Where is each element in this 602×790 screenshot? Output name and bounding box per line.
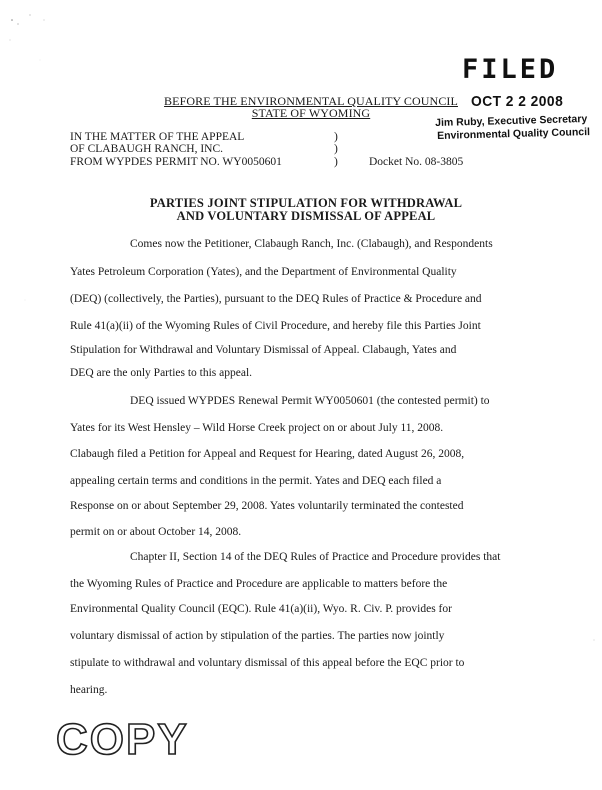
body-line: Response on or about September 29, 2008. Yates voluntarily terminated the contested (70, 500, 464, 512)
document-title-line2: AND VOLUNTARY DISMISSAL OF APPEAL (176, 209, 436, 223)
body-line: Stipulation for Withdrawal and Voluntary Dismissal of Appeal. Clabaugh, Yates and (70, 344, 457, 356)
caption-paren: ) (334, 156, 338, 168)
filed-date: OCT 2 2 2008 (471, 93, 564, 110)
body-line: DEQ are the only Parties to this appeal. (70, 367, 253, 379)
body-line: permit on or about October 14, 2008. (70, 526, 242, 538)
filed-secretary-name: Jim Ruby, Executive Secretary (435, 113, 588, 129)
body-line: Yates for its West Hensley – Wild Horse Creek project on or about July 11, 2008. (70, 422, 444, 434)
court-heading-line1: BEFORE THE ENVIRONMENTAL QUALITY COUNCIL (164, 94, 458, 108)
body-line: Rule 41(a)(ii) of the Wyoming Rules of Civil Procedure, and hereby file this Parties Joint (70, 320, 481, 332)
body-line: voluntary dismissal of action by stipulation of the parties. The parties now jointly (70, 630, 445, 642)
body-line: appealing certain terms and conditions in the permit. Yates and DEQ each filed a (70, 475, 442, 487)
body-line: DEQ issued WYPDES Renewal Permit WY0050601 (the contested permit) to (130, 395, 490, 407)
body-line: (DEQ) (collectively, the Parties), pursuant to the DEQ Rules of Practice & Procedure and (70, 293, 482, 305)
docket-number: Docket No. 08-3805 (369, 156, 464, 168)
document-title-line1: PARTIES JOINT STIPULATION FOR WITHDRAWAL (149, 196, 463, 210)
court-heading-line2: STATE OF WYOMING (251, 106, 371, 120)
body-line: stipulate to withdrawal and voluntary dismissal of this appeal before the EQC prior to (70, 657, 465, 669)
body-line: Yates Petroleum Corporation (Yates), and the Department of Environmental Quality (70, 266, 457, 278)
caption-paren: ) (334, 131, 338, 143)
caption-line: OF CLABAUGH RANCH, INC. (70, 143, 224, 155)
body-line: hearing. (70, 684, 108, 696)
filed-stamp: FILED (462, 54, 559, 85)
filed-office: Environmental Quality Council (437, 125, 591, 142)
body-line: Chapter II, Section 14 of the DEQ Rules of Practice and Procedure provides that (130, 551, 501, 563)
body-line: Clabaugh filed a Petition for Appeal and Request for Hearing, dated August 26, 2008, (70, 448, 465, 460)
body-line: the Wyoming Rules of Practice and Procedure are applicable to matters before the (70, 578, 448, 590)
caption-paren: ) (334, 143, 338, 155)
caption-line: FROM WYPDES PERMIT NO. WY0050601 (70, 156, 282, 168)
body-line: Comes now the Petitioner, Clabaugh Ranch, Inc. (Clabaugh), and Respondents (130, 238, 493, 250)
body-line: Environmental Quality Council (EQC). Rule 41(a)(ii), Wyo. R. Civ. P. provides for (70, 603, 452, 615)
copy-stamp: COPY (56, 715, 189, 764)
caption-line: IN THE MATTER OF THE APPEAL (70, 131, 245, 143)
